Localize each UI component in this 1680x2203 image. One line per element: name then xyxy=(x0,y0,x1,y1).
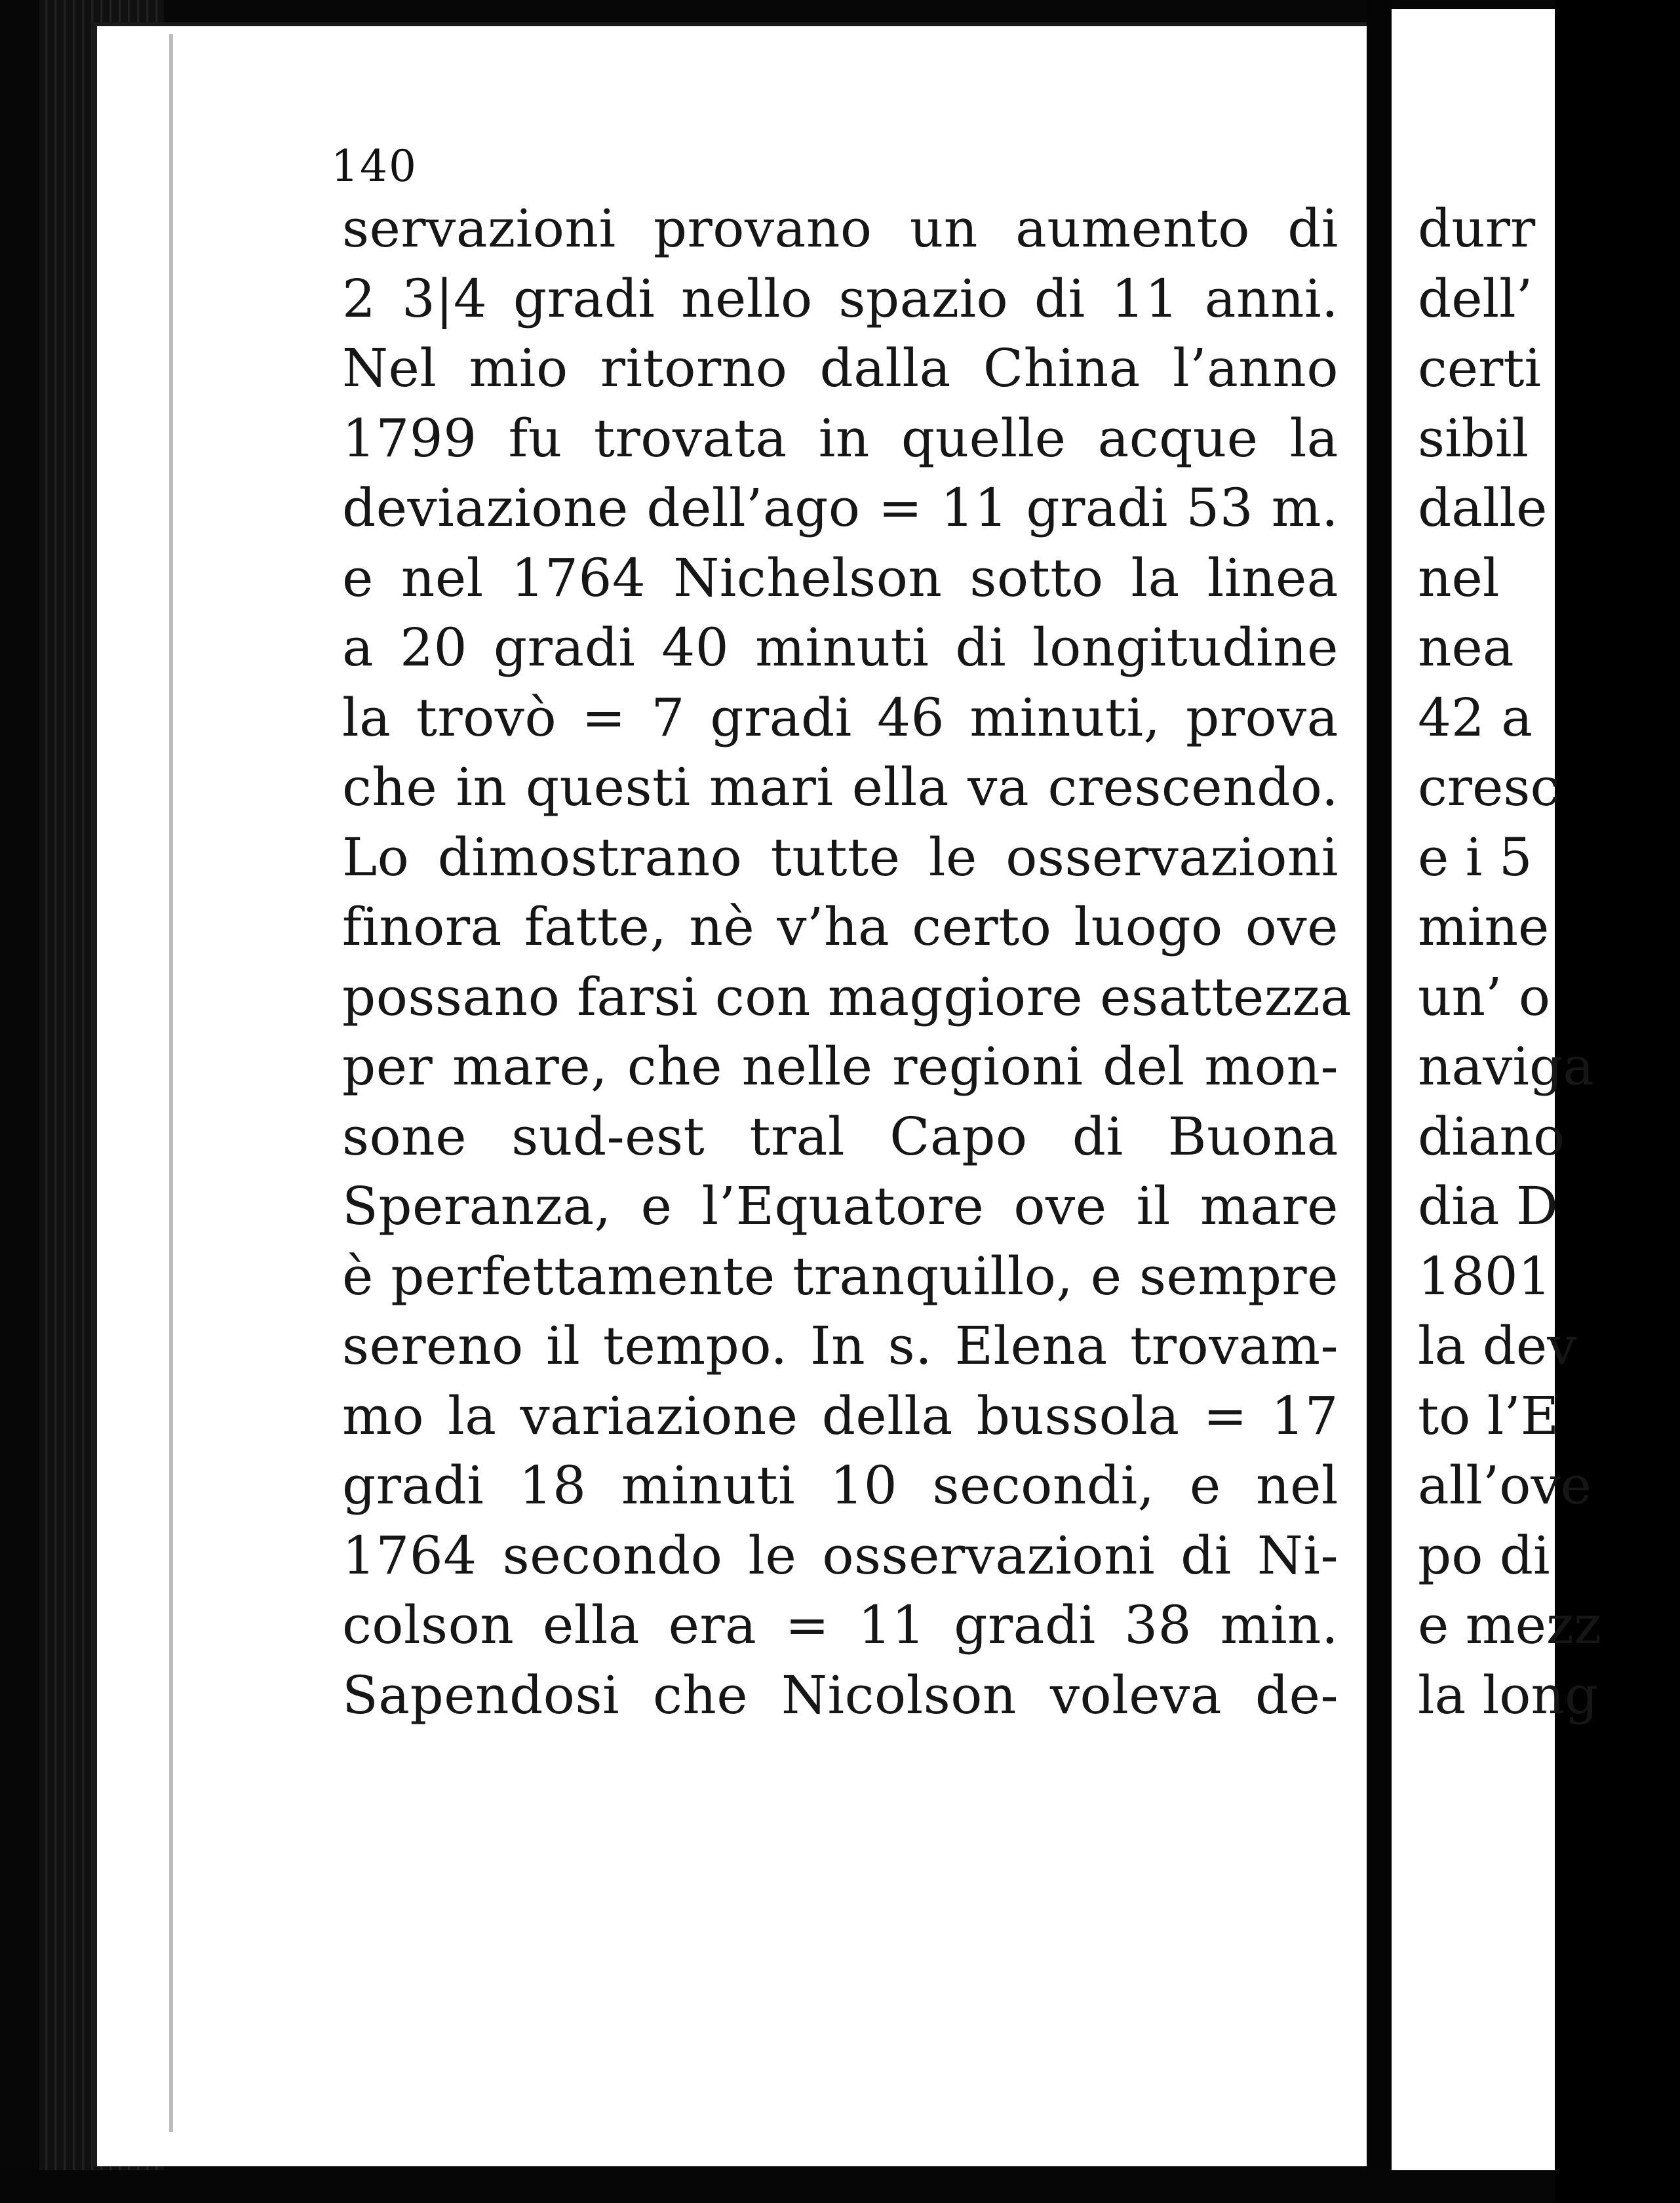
book-gutter xyxy=(1367,0,1392,2203)
text-line: gradi 18 minuti 10 secondi, e nel xyxy=(342,1455,1338,1516)
text-line: sibil xyxy=(1418,407,1529,469)
text-line: 1799 fu trovata in quelle acque la xyxy=(342,407,1338,469)
scan-bottom-edge xyxy=(0,2170,1555,2203)
book-page-right xyxy=(1392,9,1602,2173)
text-line: all’ove xyxy=(1418,1455,1592,1516)
text-line: cresc xyxy=(1418,757,1560,818)
text-line: è perfettamente tranquillo, e sempre xyxy=(342,1245,1338,1307)
text-line: naviga xyxy=(1418,1036,1594,1097)
text-line: mo la variazione della bussola = 17 xyxy=(342,1385,1338,1446)
text-line: a 20 gradi 40 minuti di longitudine xyxy=(342,617,1338,678)
text-line: possano farsi con maggiore esattezza xyxy=(342,966,1352,1027)
text-line: servazioni provano un aumento di xyxy=(342,198,1338,259)
text-line: Nel mio ritorno dalla China l’anno xyxy=(342,338,1338,399)
text-line: certi xyxy=(1418,338,1542,399)
text-line: mine xyxy=(1418,896,1550,957)
text-line: dia D xyxy=(1418,1176,1559,1237)
page-number: 140 xyxy=(331,141,418,191)
text-line: la trovò = 7 gradi 46 minuti, prova xyxy=(342,686,1338,748)
text-line: e mezz xyxy=(1418,1595,1602,1656)
text-line: Speranza, e l’Equatore ove il mare xyxy=(342,1176,1338,1237)
next-page-text xyxy=(1418,194,1680,1730)
text-line: sone sud-est tral Capo di Buona xyxy=(342,1105,1338,1167)
text-line: diano xyxy=(1418,1105,1565,1167)
page-text xyxy=(342,194,1352,1730)
text-line: po di xyxy=(1418,1524,1550,1586)
text-line: per mare, che nelle regioni del mon- xyxy=(342,1036,1338,1097)
text-line: che in questi mari ella va crescendo. xyxy=(342,757,1338,818)
text-line: dalle xyxy=(1418,477,1548,538)
text-line: 1801 xyxy=(1418,1245,1552,1307)
text-line: 2 3|4 gradi nello spazio di 11 anni. xyxy=(342,268,1338,329)
text-line: nea xyxy=(1418,617,1514,678)
text-line: Sapendosi che Nicolson voleva de- xyxy=(342,1664,1338,1726)
text-line: e nel 1764 Nichelson sotto la linea xyxy=(342,547,1338,608)
text-line: 1764 secondo le osservazioni di Ni- xyxy=(342,1524,1338,1586)
text-line: la dev xyxy=(1418,1315,1577,1376)
text-line: nel xyxy=(1418,547,1500,608)
text-line: to l’E xyxy=(1418,1385,1559,1446)
text-line: durr xyxy=(1418,198,1536,259)
text-line: 42 a xyxy=(1418,686,1533,748)
text-line: colson ella era = 11 gradi 38 min. xyxy=(342,1595,1338,1656)
text-line: sereno il tempo. In s. Elena trovam- xyxy=(342,1315,1338,1376)
text-line: la long xyxy=(1418,1664,1599,1726)
text-line: dell’ xyxy=(1418,268,1533,329)
text-line: un’ o xyxy=(1418,966,1551,1027)
text-line: finora fatte, nè v’ha certo luogo ove xyxy=(342,896,1338,957)
text-line: Lo dimostrano tutte le osservazioni xyxy=(342,826,1338,888)
text-line: deviazione dell’ago = 11 gradi 53 m. xyxy=(342,477,1338,538)
text-line: e i 5 xyxy=(1418,826,1533,888)
